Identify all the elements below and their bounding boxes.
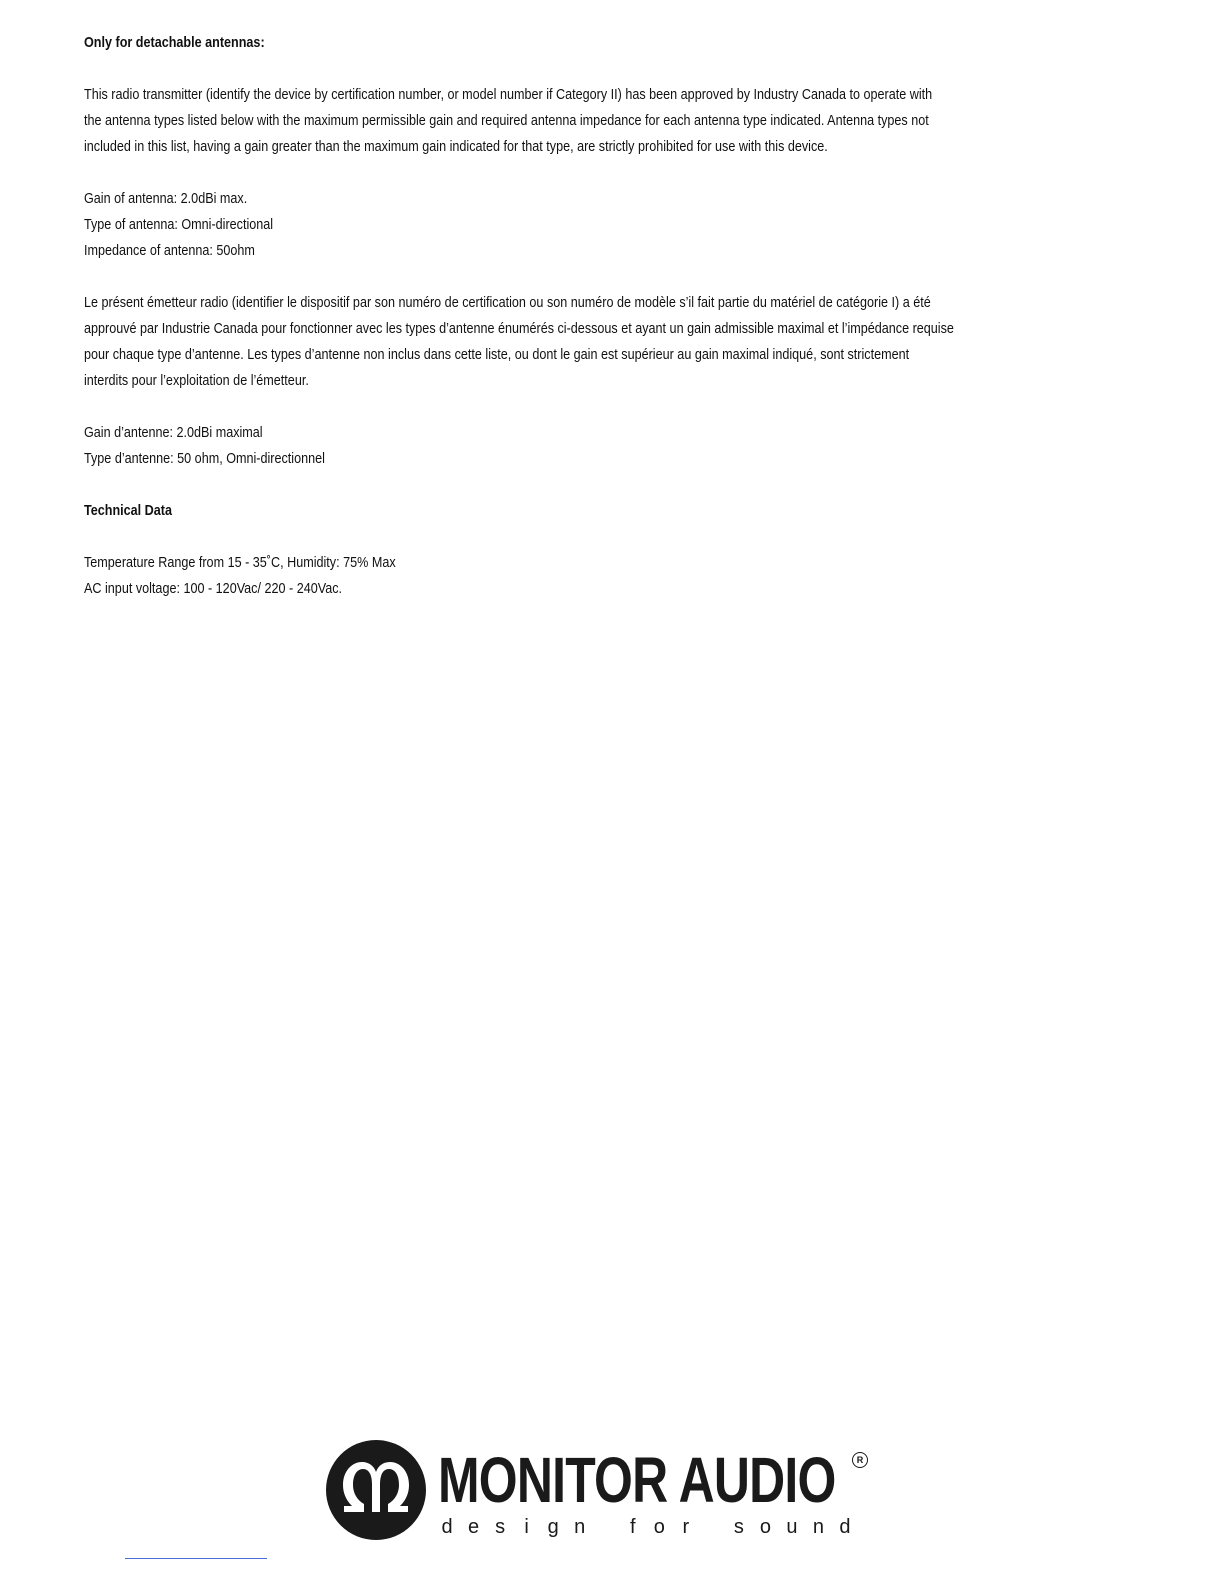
en-antenna-specs [84, 186, 1116, 264]
tagline-letter: r [682, 1516, 690, 1538]
tagline-letter: u [786, 1516, 798, 1538]
tagline-letter: d [441, 1516, 453, 1538]
fr-paragraph [84, 290, 1116, 394]
tagline-letter [599, 1516, 613, 1538]
document-body [84, 30, 1116, 602]
tagline-letter [705, 1516, 719, 1538]
en-impedance-spec: Impedance of antenna: 50ohm [84, 242, 255, 259]
en-paragraph-line: This radio transmitter (identify the device by certification number, or model number if Category II) has been approved by Industry Canada to operate with [84, 86, 933, 103]
tagline-letter: d [839, 1516, 851, 1538]
voltage-spec: AC input voltage: 100 - 120Vac/ 220 - 240Vac. [84, 580, 343, 597]
brand-wordmark: MONITOR AUDIO [438, 1444, 836, 1516]
en-paragraph [84, 82, 1116, 160]
tagline-letter: o [653, 1516, 665, 1538]
registered-mark: R [852, 1452, 868, 1468]
fr-paragraph-line: interdits pour l’exploitation de l’émetteur. [84, 372, 309, 389]
tagline-letter: o [759, 1516, 771, 1538]
tagline-letter: s [733, 1516, 744, 1538]
fr-gain-spec: Gain d’antenne: 2.0dBi maximal [84, 424, 263, 441]
brand-tagline [440, 1516, 852, 1538]
en-paragraph-line: the antenna types listed below with the maximum permissible gain and required antenna impedance for each antenna type indicated. Antenna types not [84, 112, 929, 129]
en-type-spec: Type of antenna: Omni-directional [84, 216, 274, 233]
fr-paragraph-line: approuvé par Industrie Canada pour fonctionner avec les types d’antenne énumérés ci-dessous et ayant un gain admissible maximal et l’impédance requise [84, 320, 954, 337]
fr-type-spec: Type d’antenne: 50 ohm, Omni-directionnel [84, 450, 325, 467]
technical-specs [84, 550, 1116, 602]
detachable-antennas-heading: Only for detachable antennas: [84, 34, 265, 51]
tagline-letter: f [629, 1516, 636, 1538]
tagline-letter: g [547, 1516, 559, 1538]
technical-data-heading: Technical Data [84, 502, 173, 519]
accent-underline [125, 1558, 267, 1559]
tagline-letter: e [467, 1516, 480, 1538]
temperature-spec: Temperature Range from 15 - 35˚C, Humidity: 75% Max [84, 554, 396, 571]
tagline-letter: i [524, 1516, 529, 1538]
en-gain-spec: Gain of antenna: 2.0dBi max. [84, 190, 248, 207]
fr-paragraph-line: Le présent émetteur radio (identifier le dispositif par son numéro de certification ou son numéro de modèle s’il fait partie du matériel de catégorie I) a été [84, 294, 931, 311]
fr-antenna-specs [84, 420, 1116, 472]
tagline-letter: n [812, 1516, 824, 1538]
tagline-letter: s [495, 1516, 506, 1538]
en-paragraph-line: included in this list, having a gain greater than the maximum gain indicated for that type, are strictly prohibited for use with this device. [84, 138, 828, 155]
monitor-audio-emblem-icon [324, 1438, 428, 1542]
fr-paragraph-line: pour chaque type d’antenne. Les types d’antenne non inclus dans cette liste, ou dont le gain est supérieur au gain maximal indiqué, sont strictement [84, 346, 910, 363]
monitor-audio-logo [324, 1438, 884, 1548]
tagline-letter: n [574, 1516, 586, 1538]
